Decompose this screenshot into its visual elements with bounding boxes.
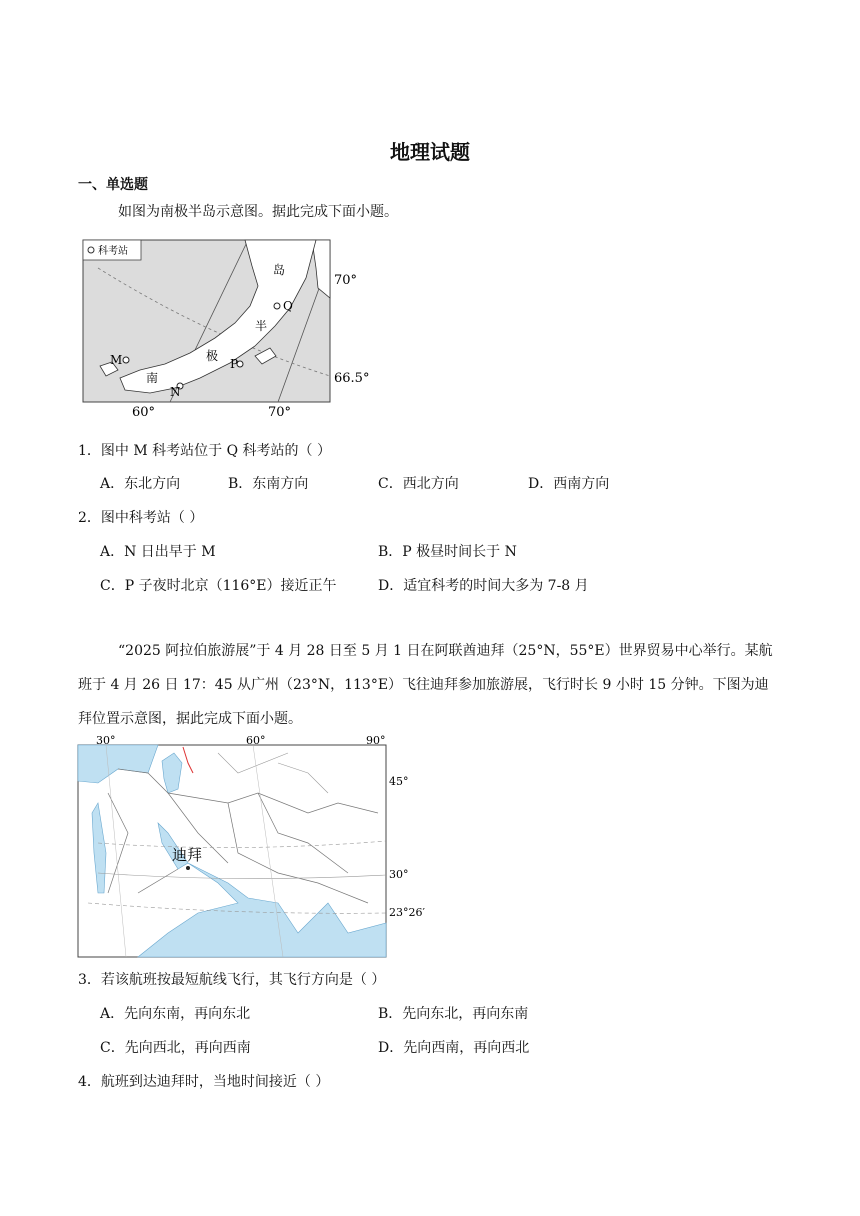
q3-option-d[interactable]: D．先向西南，再向西北 xyxy=(378,1040,530,1056)
antarctic-peninsula-map xyxy=(80,238,380,420)
dubai-location-map xyxy=(78,733,425,959)
dubai-label: 迪拜 xyxy=(172,846,203,864)
lon-60-label: 60° xyxy=(132,405,156,420)
lat-665-label: 66.5° xyxy=(334,371,370,386)
label-dao: 岛 xyxy=(273,263,286,277)
q3-option-c[interactable]: C．先向西北，再向西南 xyxy=(100,1040,251,1056)
station-p-label: P xyxy=(230,357,239,371)
q2-option-c[interactable]: C．P 子夜时北京（116°E）接近正午 xyxy=(100,578,337,594)
station-q-label: Q xyxy=(283,299,293,313)
passage2-line2: 班于 4 月 26 日 17：45 从广州（23°N，113°E）飞往迪拜参加旅游展，飞行时长 9 小时 15 分钟。下图为迪 xyxy=(78,677,769,693)
dubai-marker-icon xyxy=(186,866,190,870)
station-legend-icon xyxy=(88,247,94,253)
q3-option-b[interactable]: B．先向东北，再向东南 xyxy=(378,1006,529,1022)
lon-60-label: 60° xyxy=(246,734,266,747)
lat-70-label: 70° xyxy=(334,273,358,288)
station-m-icon xyxy=(123,357,129,363)
station-q-icon xyxy=(274,303,280,309)
legend-label: 科考站 xyxy=(98,246,128,257)
question-1-stem: 1．图中 M 科考站位于 Q 科考站的（ ） xyxy=(78,443,331,459)
q1-option-b[interactable]: B．东南方向 xyxy=(228,476,309,492)
passage2-line3: 拜位置示意图，据此完成下面小题。 xyxy=(78,711,302,727)
question-2-stem: 2．图中科考站（ ） xyxy=(78,510,204,526)
q2-option-a[interactable]: A．N 日出早于 M xyxy=(100,544,216,560)
label-ji: 极 xyxy=(206,349,219,363)
q2-option-d[interactable]: D．适宜科考的时间大多为 7-8 月 xyxy=(378,578,589,594)
q1-option-a[interactable]: A．东北方向 xyxy=(100,476,181,492)
question-4-stem: 4．航班到达迪拜时，当地时间接近（ ） xyxy=(78,1074,330,1090)
label-nan: 南 xyxy=(146,371,159,385)
passage1-intro: 如图为南极半岛示意图。据此完成下面小题。 xyxy=(118,204,398,220)
station-m-label: M xyxy=(110,353,123,367)
page-title: 地理试题 xyxy=(390,140,470,164)
lon-90-label: 90° xyxy=(366,734,386,747)
lon-70-label: 70° xyxy=(268,405,292,420)
label-ban: 半 xyxy=(255,319,268,333)
passage2-line1: “2025 阿拉伯旅游展”于 4 月 28 日至 5 月 1 日在阿联酋迪拜（25°N，55°E）世界贸易中心举行。某航 xyxy=(118,643,773,659)
section-heading: 一、单选题 xyxy=(78,177,148,193)
q1-option-d[interactable]: D．西南方向 xyxy=(528,476,610,492)
q3-option-a[interactable]: A．先向东南，再向东北 xyxy=(100,1006,251,1022)
lat-2326-label: 23°26′ xyxy=(389,906,425,919)
q1-option-c[interactable]: C．西北方向 xyxy=(378,476,459,492)
lat-45-label: 45° xyxy=(389,775,409,788)
lat-30-label: 30° xyxy=(389,868,409,881)
q2-option-b[interactable]: B．P 极昼时间长于 N xyxy=(378,544,517,560)
lon-30-label: 30° xyxy=(96,734,116,747)
station-n-label: N xyxy=(170,385,181,399)
question-3-stem: 3．若该航班按最短航线飞行，其飞行方向是（ ） xyxy=(78,972,386,988)
